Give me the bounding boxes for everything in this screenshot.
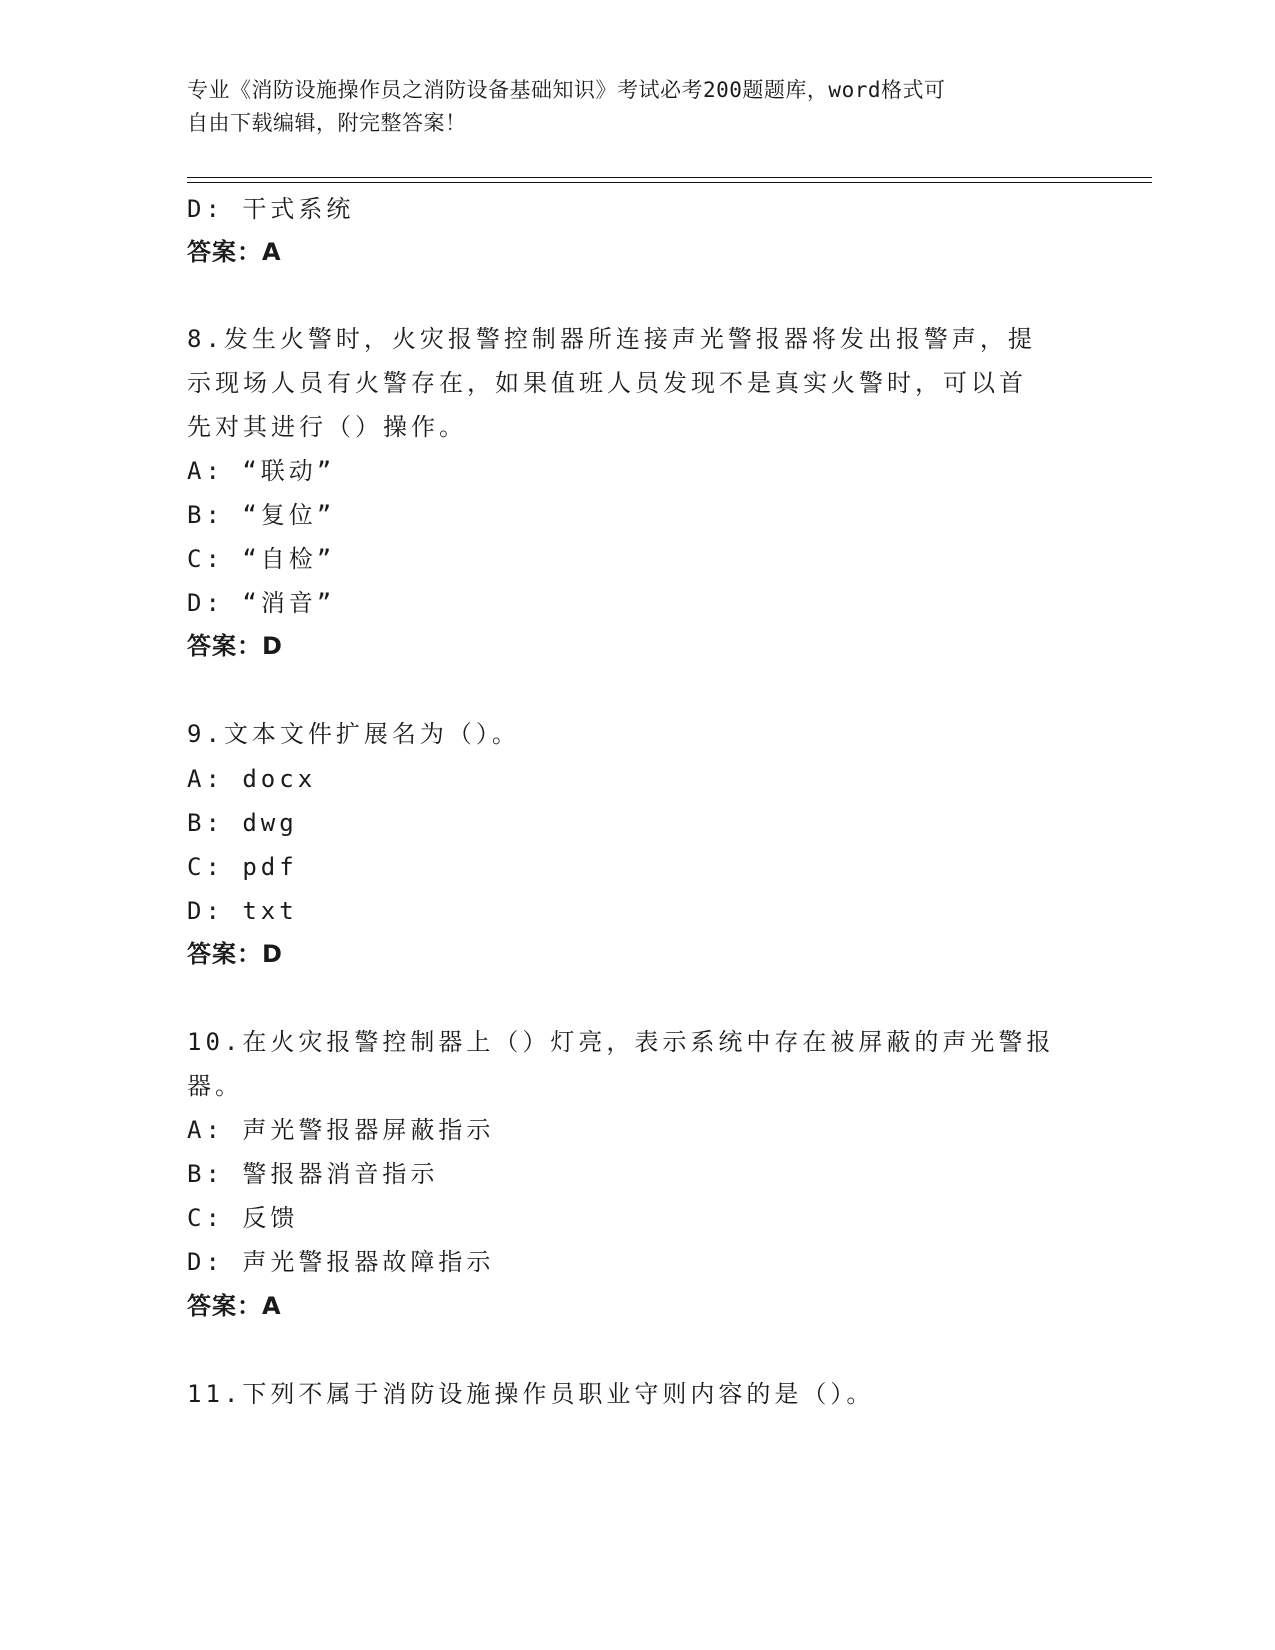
q10-text-line-2: 器。 <box>187 1072 243 1100</box>
header-line-1: 专业《消防设施操作员之消防设备基础知识》考试必考200题题库，word格式可 <box>187 78 946 102</box>
q9-option-d: D: txt <box>187 897 298 925</box>
prev-option-d: D: 干式系统 <box>187 195 355 223</box>
q8-answer: 答案：D <box>187 632 283 660</box>
q9-text-line-1: 9.文本文件扩展名为（）。 <box>187 720 520 748</box>
q10-answer: 答案：A <box>187 1292 282 1320</box>
q9-option-c: C: pdf <box>187 853 298 881</box>
q8-text-line-3: 先对其进行（）操作。 <box>187 413 467 441</box>
header-divider-top <box>187 177 1152 178</box>
q8-option-b: B: “复位” <box>187 501 336 529</box>
header-divider-bottom <box>187 182 1152 183</box>
prev-answer: 答案：A <box>187 238 282 266</box>
q9-answer: 答案：D <box>187 940 283 968</box>
q10-option-a: A: 声光警报器屏蔽指示 <box>187 1116 495 1144</box>
q8-text-line-1: 8.发生火警时，火灾报警控制器所连接声光警报器将发出报警声，提 <box>187 325 1036 353</box>
q10-text-line-1: 10.在火灾报警控制器上（）灯亮，表示系统中存在被屏蔽的声光警报 <box>187 1028 1055 1056</box>
q10-option-b: B: 警报器消音指示 <box>187 1160 439 1188</box>
q9-option-b: B: dwg <box>187 809 298 837</box>
header-line-2: 自由下载编辑，附完整答案！ <box>187 111 467 135</box>
document-header <box>187 74 1087 140</box>
q8-text-line-2: 示现场人员有火警存在，如果值班人员发现不是真实火警时，可以首 <box>187 369 1027 397</box>
q8-option-d: D: “消音” <box>187 589 336 617</box>
q8-option-a: A: “联动” <box>187 457 336 485</box>
q10-option-d: D: 声光警报器故障指示 <box>187 1248 495 1276</box>
q10-option-c: C: 反馈 <box>187 1204 299 1232</box>
q11-text-line-1: 11.下列不属于消防设施操作员职业守则内容的是（）。 <box>187 1380 875 1408</box>
q9-option-a: A: docx <box>187 765 317 793</box>
q8-option-c: C: “自检” <box>187 545 336 573</box>
